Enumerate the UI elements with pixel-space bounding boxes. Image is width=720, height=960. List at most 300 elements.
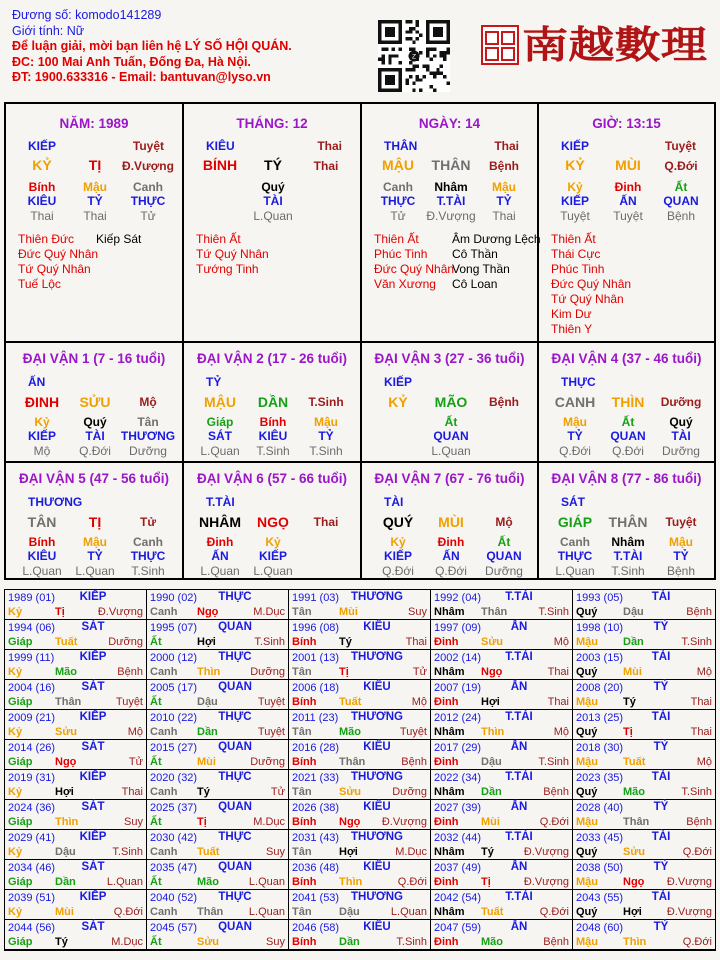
year-stem: Ất: [150, 636, 162, 648]
year-state: Tuyệt: [257, 726, 285, 738]
year-label: 2037 (49): [434, 862, 482, 874]
annual-cell: [147, 890, 289, 920]
annual-cell: [5, 830, 147, 860]
pillar-ten-god: KIÊU: [206, 139, 235, 153]
year-stem: Canh: [150, 666, 178, 678]
year-label: 2047 (59): [434, 922, 482, 934]
year-label: 1993 (05): [576, 592, 624, 604]
annual-cell: [5, 890, 147, 920]
hidden-state: L.Quan: [555, 564, 595, 578]
other-star: Cô Loan: [452, 277, 498, 291]
year-branch: Mão: [197, 876, 219, 888]
year-stem: Canh: [150, 726, 178, 738]
annual-cell: [573, 590, 715, 620]
year-state: Thai: [690, 696, 712, 708]
year-stem: Tân: [292, 726, 312, 738]
year-ten-god: SÁT: [81, 801, 105, 813]
annual-cell: [289, 800, 431, 830]
year-ten-god: KIÊU: [363, 621, 391, 633]
year-label: 2038 (50): [576, 862, 624, 874]
year-branch: Tị: [197, 816, 207, 828]
year-label: 2031 (43): [292, 832, 340, 844]
pillar-title: GIỜ: 13:15: [592, 116, 661, 131]
dai-van-ten-god: ẤN: [28, 375, 46, 389]
hidden-state: L.Quan: [200, 564, 240, 578]
hidden-ten-god: KIÊU: [27, 194, 57, 208]
pillar-cell: [6, 104, 184, 343]
year-label: 2014 (26): [8, 742, 56, 754]
year-ten-god: THỰC: [218, 651, 252, 663]
annual-cell: [5, 620, 147, 650]
annual-cell: [289, 710, 431, 740]
year-ten-god: TÀI: [651, 651, 671, 663]
dai-van-stem: QUÝ: [382, 514, 414, 530]
year-label: 2022 (34): [434, 772, 482, 784]
dai-van-title: ĐẠI VẬN 5 (47 - 56 tuổi): [18, 471, 170, 486]
year-state: Suy: [124, 816, 143, 828]
year-stem: Mậu: [576, 936, 598, 948]
year-ten-god: KIÊU: [363, 861, 391, 873]
year-stem: Kỷ: [8, 786, 23, 798]
year-ten-god: THỰC: [218, 711, 252, 723]
pillar-cell: [184, 104, 362, 343]
year-ten-god: THỰC: [218, 831, 252, 843]
year-state: Suy: [266, 846, 285, 858]
year-label: 2045 (57): [150, 922, 198, 934]
hidden-stem: Giáp: [206, 415, 234, 429]
annual-cell: [147, 590, 289, 620]
year-stem: Bính: [292, 696, 317, 708]
annual-cell: [147, 920, 289, 950]
dai-van-state: Mộ: [139, 395, 157, 409]
year-state: M.Dục: [395, 846, 427, 858]
annual-cell: [147, 620, 289, 650]
year-state: Thai: [405, 636, 427, 648]
year-stem: Quý: [576, 786, 598, 798]
year-branch: Sửu: [481, 636, 504, 648]
annual-cell: [289, 890, 431, 920]
year-stem: Mậu: [576, 816, 598, 828]
year-state: Tuyệt: [257, 696, 285, 708]
year-state: Q.Đới: [539, 816, 569, 828]
year-ten-god: ẤN: [510, 861, 528, 873]
annual-cell: [573, 830, 715, 860]
hidden-ten-god: T.TÀI: [613, 549, 643, 563]
year-ten-god: KIÊU: [363, 921, 391, 933]
gender-label: Giới tính: Nữ: [12, 23, 85, 38]
year-label: 2004 (16): [8, 682, 56, 694]
year-ten-god: ẤN: [510, 621, 528, 633]
year-state: Thai: [547, 696, 569, 708]
year-stem: Mậu: [576, 876, 598, 888]
year-stem: Nhâm: [434, 666, 465, 678]
earthly-branch: MÙI: [615, 157, 641, 173]
hidden-ten-god: THƯƠNG: [120, 429, 176, 443]
annual-cell: [289, 770, 431, 800]
year-stem: Đinh: [434, 756, 459, 768]
year-ten-god: KIẾP: [79, 771, 107, 783]
year-stem: Bính: [292, 936, 317, 948]
year-stem: Kỷ: [8, 906, 23, 918]
year-ten-god: QUAN: [218, 861, 252, 873]
year-branch: Dậu: [197, 696, 218, 708]
dai-van-cell: [362, 343, 539, 463]
year-stem: Đinh: [434, 936, 459, 948]
year-branch: Mùi: [339, 606, 358, 618]
year-branch: Tuất: [623, 756, 646, 768]
year-stem: Kỷ: [8, 846, 23, 858]
year-branch: Hợi: [55, 786, 74, 798]
auspicious-star: Đức Quý Nhân: [551, 277, 632, 291]
year-label: 2025 (37): [150, 802, 198, 814]
hidden-ten-god: TỶ: [673, 549, 689, 563]
year-ten-god: THƯƠNG: [351, 651, 403, 663]
year-branch: Dần: [339, 936, 360, 948]
year-stem: Tân: [292, 906, 312, 918]
dai-van-branch: MÃO: [434, 394, 468, 410]
auspicious-star: Tuế Lộc: [18, 277, 61, 291]
year-state: Q.Đới: [113, 906, 143, 918]
annual-cell: [5, 920, 147, 950]
year-state: Bệnh: [686, 816, 712, 828]
auspicious-star: Đức Quý Nhân: [374, 262, 455, 276]
dai-van-title: ĐẠI VẬN 6 (57 - 66 tuổi): [196, 471, 348, 486]
annual-cell: [573, 740, 715, 770]
dai-van-title: ĐẠI VẬN 8 (77 - 86 tuổi): [551, 471, 702, 486]
annual-cell: [289, 860, 431, 890]
year-state: L.Quan: [106, 876, 143, 888]
year-ten-god: SÁT: [81, 921, 105, 933]
dai-van-ten-god: TÀI: [384, 495, 404, 509]
dai-van-ten-god: TỶ: [206, 375, 222, 389]
hidden-ten-god: THỰC: [130, 194, 166, 208]
hidden-ten-god: QUAN: [610, 429, 646, 443]
auspicious-star: Tứ Quý Nhân: [18, 262, 91, 276]
year-stem: Kỷ: [8, 726, 23, 738]
year-label: 2033 (45): [576, 832, 624, 844]
year-branch: Thân: [55, 696, 82, 708]
auspicious-star: Thái Cực: [551, 247, 601, 261]
year-stem: Ất: [150, 936, 162, 948]
year-stem: Kỷ: [8, 666, 23, 678]
hidden-stem: Canh: [133, 535, 163, 549]
year-label: 2003 (15): [576, 652, 624, 664]
hidden-ten-god: KIẾP: [383, 549, 413, 563]
year-label: 1996 (08): [292, 622, 340, 634]
year-ten-god: QUAN: [218, 801, 252, 813]
other-star: Kiếp Sát: [96, 232, 142, 246]
dai-van-stem: TÂN: [27, 514, 57, 530]
year-ten-god: TÀI: [651, 711, 671, 723]
annual-cell: [5, 680, 147, 710]
dai-van-title: ĐẠI VẬN 3 (27 - 36 tuổi): [374, 351, 525, 366]
hidden-state: L.Quan: [253, 564, 293, 578]
heavenly-stem: MẬU: [382, 157, 414, 173]
year-stem: Quý: [576, 906, 598, 918]
hidden-state: Q.Đới: [382, 564, 414, 578]
year-state: T.Sinh: [396, 936, 427, 948]
year-state: Bệnh: [686, 606, 712, 618]
hidden-stem: Đinh: [206, 535, 234, 549]
pillar-state: Thai: [317, 139, 342, 153]
annual-cell: [289, 590, 431, 620]
year-branch: Sửu: [339, 786, 362, 798]
year-label: 2000 (12): [150, 652, 198, 664]
year-state: Bệnh: [543, 786, 569, 798]
year-state: Đ.Vượng: [666, 906, 712, 918]
dai-van-ten-god: THỰC: [561, 375, 596, 389]
year-label: 1995 (07): [150, 622, 198, 634]
year-ten-god: THỰC: [218, 591, 252, 603]
annual-cell: [431, 800, 573, 830]
year-branch: Ngọ: [481, 666, 503, 678]
year-branch: Mão: [481, 936, 503, 948]
annual-cell: [289, 680, 431, 710]
dai-van-state: Dưỡng: [660, 395, 702, 409]
hidden-state: Dưỡng: [485, 564, 523, 578]
dai-van-stem: GIÁP: [557, 514, 593, 530]
year-stem: Đinh: [434, 876, 459, 888]
year-ten-god: ẤN: [510, 921, 528, 933]
hidden-ten-god: KIẾP: [27, 429, 57, 443]
hidden-stem: Canh: [133, 180, 163, 194]
hidden-stem: Kỷ: [265, 535, 281, 549]
annual-cell: [5, 710, 147, 740]
year-branch: Thân: [481, 606, 508, 618]
year-ten-god: SÁT: [81, 741, 105, 753]
year-stem: Giáp: [8, 876, 33, 888]
year-state: L.Quan: [248, 876, 285, 888]
year-state: Tuyệt: [399, 726, 427, 738]
year-state: Thai: [690, 726, 712, 738]
hidden-state: Thai: [30, 209, 54, 223]
hidden-ten-god: THỰC: [557, 549, 593, 563]
year-stem: Mậu: [576, 636, 598, 648]
year-branch: Hợi: [623, 906, 642, 918]
year-ten-god: ẤN: [510, 741, 528, 753]
hidden-ten-god: TÀI: [263, 194, 283, 208]
year-ten-god: QUAN: [218, 741, 252, 753]
hidden-stem: Ất: [674, 180, 688, 194]
year-label: 2013 (25): [576, 712, 624, 724]
hidden-state: L.Quan: [22, 564, 62, 578]
year-branch: Sửu: [197, 936, 220, 948]
year-state: Q.Đới: [682, 846, 712, 858]
hidden-state: L.Quan: [200, 444, 240, 458]
year-stem: Giáp: [8, 816, 33, 828]
pillar-title: NGÀY: 14: [418, 116, 481, 131]
year-state: Q.Đới: [682, 936, 712, 948]
contact-line: Để luận giải, mời bạn liên hệ LÝ SỐ HỘI QUÁN.: [12, 39, 292, 53]
hidden-ten-god: T.TÀI: [436, 194, 466, 208]
branch-state: Bệnh: [489, 159, 519, 173]
dai-van-state: Mộ: [495, 515, 513, 529]
hidden-stem: Mậu: [314, 415, 338, 429]
year-stem: Nhâm: [434, 726, 465, 738]
year-branch: Thân: [339, 756, 366, 768]
year-label: 2001 (13): [292, 652, 340, 664]
year-label: 2007 (19): [434, 682, 482, 694]
dai-van-stem: CANH: [554, 394, 596, 410]
year-ten-god: TÀI: [651, 771, 671, 783]
hidden-stem: Đinh: [614, 180, 642, 194]
year-branch: Thìn: [623, 936, 647, 948]
dai-van-title: ĐẠI VẬN 7 (67 - 76 tuổi): [374, 471, 525, 486]
hidden-ten-god: TỶ: [87, 549, 103, 563]
year-state: Tử: [128, 756, 143, 768]
annual-cell: [573, 650, 715, 680]
year-stem: Kỷ: [8, 606, 23, 618]
year-state: L.Quan: [248, 906, 285, 918]
year-ten-god: T.TÀI: [505, 651, 533, 663]
hidden-ten-god: KIÊU: [258, 429, 288, 443]
year-label: 2039 (51): [8, 892, 56, 904]
dai-van-cell: [539, 343, 714, 463]
annual-cell: [147, 650, 289, 680]
year-ten-god: TÀI: [651, 831, 671, 843]
year-state: Mộ: [553, 726, 569, 738]
hidden-ten-god: TÀI: [85, 429, 105, 443]
year-branch: Tý: [623, 696, 636, 708]
hidden-state: L.Quan: [253, 209, 293, 223]
pillar-state: Tuyệt: [664, 139, 696, 153]
annual-cell: [573, 890, 715, 920]
annual-cell: [5, 800, 147, 830]
year-state: Suy: [408, 606, 427, 618]
dai-van-branch: SỬU: [79, 394, 111, 410]
dai-van-state: Thai: [313, 515, 339, 529]
dai-van-branch: NGỌ: [257, 514, 289, 530]
hidden-stem: Đinh: [437, 535, 465, 549]
year-stem: Nhâm: [434, 606, 465, 618]
year-state: T.Sinh: [681, 786, 712, 798]
year-label: 1991 (03): [292, 592, 340, 604]
year-label: 2028 (40): [576, 802, 624, 814]
annual-cell: [289, 650, 431, 680]
year-ten-god: THƯƠNG: [351, 591, 403, 603]
year-branch: Mão: [339, 726, 361, 738]
year-state: Đ.Vượng: [97, 606, 143, 618]
annual-cell: [573, 620, 715, 650]
earthly-branch: TÝ: [264, 157, 282, 173]
year-ten-god: TÀI: [651, 891, 671, 903]
year-branch: Tý: [339, 636, 352, 648]
hidden-state: Dưỡng: [662, 444, 700, 458]
year-ten-god: THƯƠNG: [351, 771, 403, 783]
year-ten-god: KIÊU: [363, 681, 391, 693]
year-label: 2023 (35): [576, 772, 624, 784]
pillar-state: Tuyệt: [132, 139, 164, 153]
hidden-stem: Quý: [83, 415, 107, 429]
year-branch: Sửu: [55, 726, 78, 738]
year-label: 2016 (28): [292, 742, 340, 754]
year-state: M.Dục: [253, 816, 285, 828]
hidden-state: Tuyệt: [560, 209, 590, 223]
hidden-stem: Mậu: [492, 180, 516, 194]
year-label: 2019 (31): [8, 772, 56, 784]
dai-van-cell: [362, 463, 539, 578]
year-state: Mộ: [127, 726, 143, 738]
year-branch: Thìn: [339, 876, 363, 888]
pillar-ten-god: KIẾP: [28, 139, 57, 153]
earthly-branch: TỊ: [88, 157, 102, 173]
brand-logo-text: 南越數理: [522, 22, 707, 67]
hidden-stem: Bính: [259, 415, 287, 429]
year-ten-god: SÁT: [81, 621, 105, 633]
year-stem: Quý: [576, 726, 598, 738]
year-ten-god: TỶ: [653, 681, 669, 693]
hidden-stem: Canh: [383, 180, 413, 194]
year-branch: Mùi: [481, 816, 500, 828]
annual-cell: [573, 920, 715, 950]
hidden-state: T.Sinh: [309, 444, 343, 458]
hidden-state: T.Sinh: [611, 564, 645, 578]
hidden-state: Q.Đới: [435, 564, 467, 578]
annual-cell: [147, 860, 289, 890]
year-state: Bệnh: [117, 666, 143, 678]
hidden-ten-god: SÁT: [208, 429, 232, 443]
year-branch: Ngọ: [339, 816, 361, 828]
annual-cell: [573, 860, 715, 890]
year-branch: Mão: [55, 666, 77, 678]
bazi-chart: [4, 102, 716, 580]
year-label: 2005 (17): [150, 682, 198, 694]
year-state: Dưỡng: [250, 666, 285, 678]
annual-cell: [573, 680, 715, 710]
year-label: 2021 (33): [292, 772, 340, 784]
year-branch: Tị: [55, 606, 65, 618]
annual-cell: [573, 710, 715, 740]
annual-cell: [431, 680, 573, 710]
dai-van-stem: KỶ: [388, 394, 408, 410]
hidden-ten-god: KIẾP: [560, 194, 590, 208]
hidden-stem: Kỷ: [34, 415, 50, 429]
dai-van-ten-god: THƯƠNG: [28, 495, 83, 509]
year-state: T.Sinh: [112, 846, 143, 858]
year-stem: Giáp: [8, 636, 33, 648]
dai-van-ten-god: KIẾP: [384, 375, 413, 389]
year-state: M.Dục: [111, 936, 143, 948]
hidden-stem: Kỷ: [567, 180, 583, 194]
branch-state: Q.Đới: [664, 159, 698, 173]
year-branch: Tý: [481, 846, 494, 858]
year-label: 2006 (18): [292, 682, 340, 694]
year-branch: Hợi: [481, 696, 500, 708]
year-label: 2046 (58): [292, 922, 340, 934]
annual-cell: [289, 920, 431, 950]
year-branch: Tuất: [197, 846, 220, 858]
year-state: T.Sinh: [538, 606, 569, 618]
year-label: 2020 (32): [150, 772, 198, 784]
hidden-stem: Ất: [621, 415, 635, 429]
other-star: Âm Dương Lệch: [452, 232, 541, 246]
year-branch: Dần: [197, 726, 218, 738]
year-label: 2017 (29): [434, 742, 482, 754]
brand-logo: [480, 10, 720, 80]
dai-van-branch: THÂN: [608, 514, 648, 530]
hidden-state: Q.Đới: [559, 444, 591, 458]
year-branch: Thân: [623, 816, 650, 828]
year-label: 2043 (55): [576, 892, 624, 904]
hidden-state: Bệnh: [666, 209, 696, 223]
year-label: 2032 (44): [434, 832, 482, 844]
year-label: 2041 (53): [292, 892, 340, 904]
annual-cell: [431, 590, 573, 620]
hidden-state: Tử: [390, 209, 406, 223]
annual-cell: [5, 650, 147, 680]
year-label: 2024 (36): [8, 802, 56, 814]
year-stem: Canh: [150, 786, 178, 798]
